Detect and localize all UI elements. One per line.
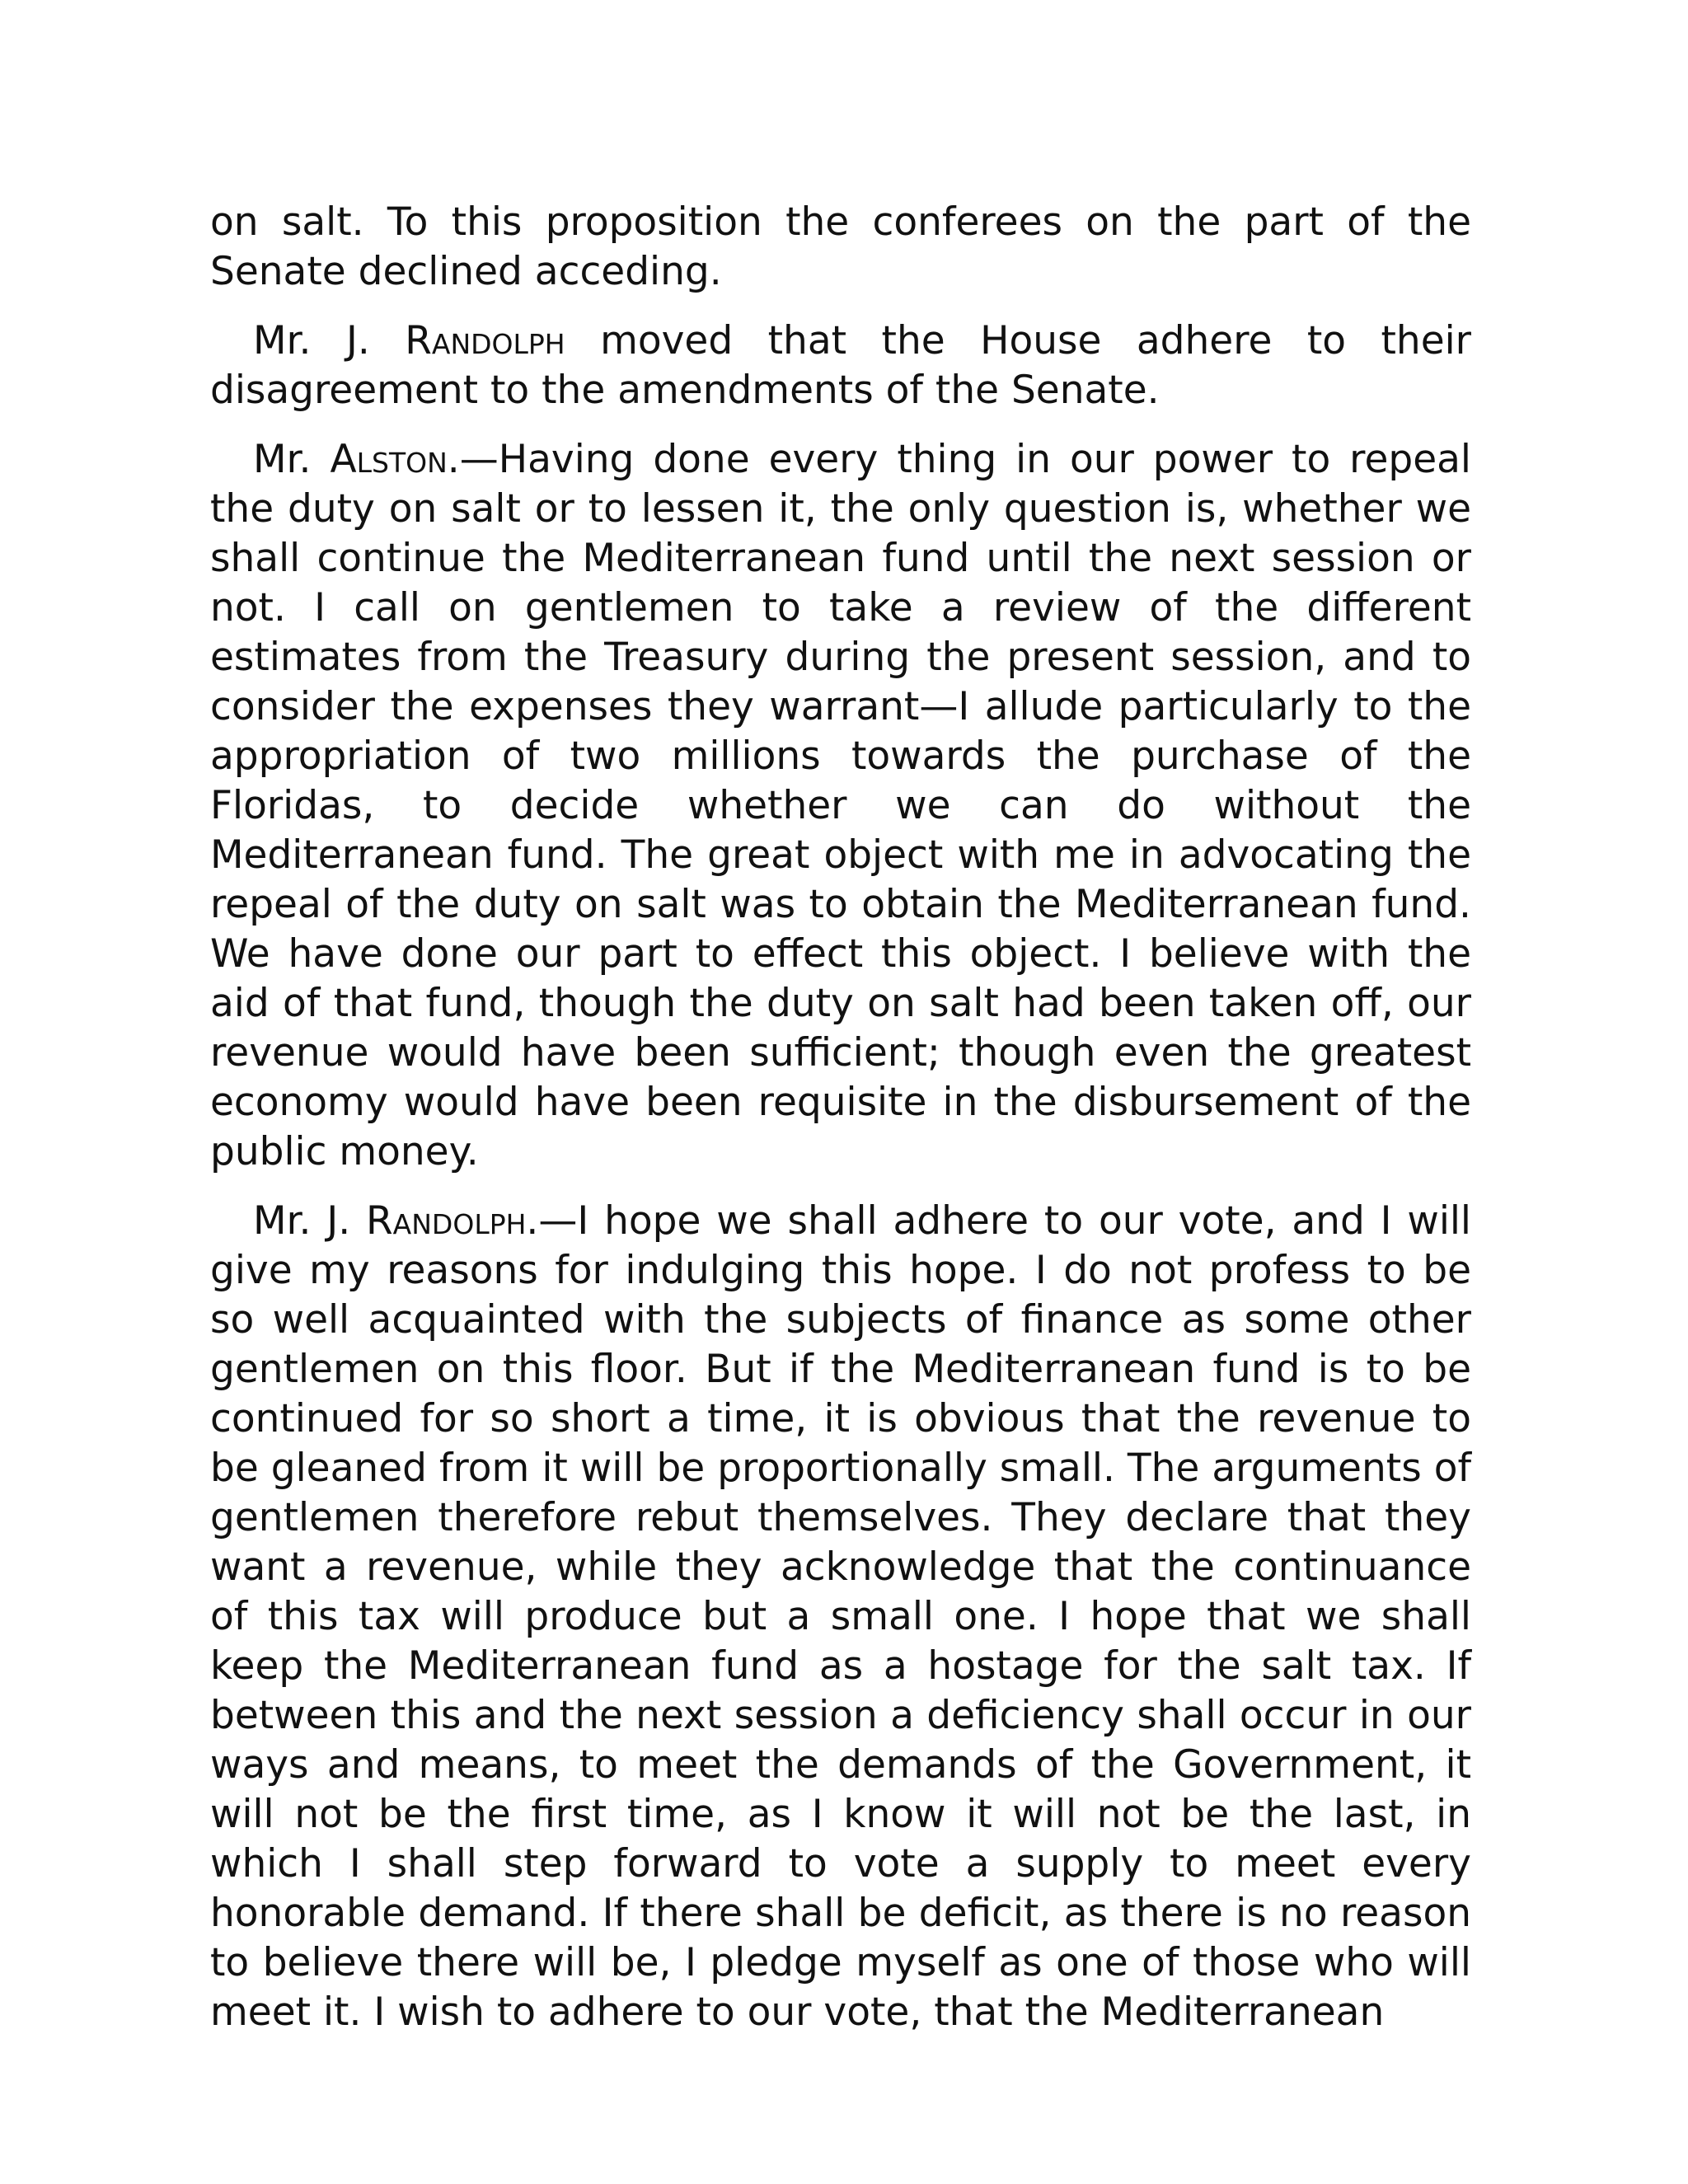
paragraph-text: moved that the House adhere to their disagreement to the amendments of the Senate. (210, 318, 1472, 413)
speaker-prefix: Mr. J. (253, 318, 406, 363)
paragraph-randolph-motion (210, 316, 1471, 415)
speaker-prefix: Mr. (253, 437, 331, 482)
speaker-prefix: Mr. J. (253, 1198, 367, 1244)
paragraph-randolph-speech (210, 1197, 1471, 2037)
speaker-name: Randolph (366, 1198, 527, 1244)
speaker-suffix: . (526, 1198, 539, 1244)
speaker-name: Alston (330, 437, 448, 482)
paragraph-text: —Having done every thing in our power to repeal the duty on salt or to lessen it, the only question is, whether we shall continue the Mediterranean fund until the next session or not. I call on gentlemen to take a review of the different estimates from the Treasury during the present session, and to consider the expenses they warrant—I allude particularly to the appropriation of two millions towards the purchase of the Floridas, to decide whether we can do without the Mediterranean fund. The great object with me in advocating the repeal of the duty on salt was to obtain the Mediterranean fund. We have done our part to effect this object. I believe with the aid of that fund, though the duty on salt had been taken off, our revenue would have been sufficient; though even the greatest economy would have been requisite in the disbursement of the public money. (210, 437, 1471, 1174)
paragraph-text: —I hope we shall adhere to our vote, and I will give my reasons for indulging this hope. I do not profess to be so well acquainted with the subjects of finance as some other gentlemen on this floor. But if the Mediterranean fund is to be continued for so short a time, it is obvious that the revenue to be gleaned from it will be proportionally small. The arguments of gentlemen therefore rebut themselves. They declare that they want a revenue, while they acknowledge that the continuance of this tax will produce but a small one. I hope that we shall keep the Mediterranean fund as a hostage for the salt tax. If between this and the next session a deficiency shall occur in our ways and means, to meet the demands of the Government, it will not be the first time, as I know it will not be the last, in which I shall step forward to vote a supply to meet every honorable demand. If there shall be deficit, as there is no reason to believe there will be, I pledge myself as one of those who will meet it. I wish to adhere to our vote, that the Mediterranean (210, 1198, 1471, 2035)
speaker-name: Randolph (405, 318, 565, 363)
document-page (210, 198, 1471, 2057)
paragraph-continuation (210, 198, 1471, 297)
speaker-suffix: . (447, 437, 460, 482)
paragraph-alston-speech (210, 435, 1471, 1177)
paragraph-text: on salt. To this proposition the conferees on the part of the Senate declined acceding. (210, 199, 1471, 294)
